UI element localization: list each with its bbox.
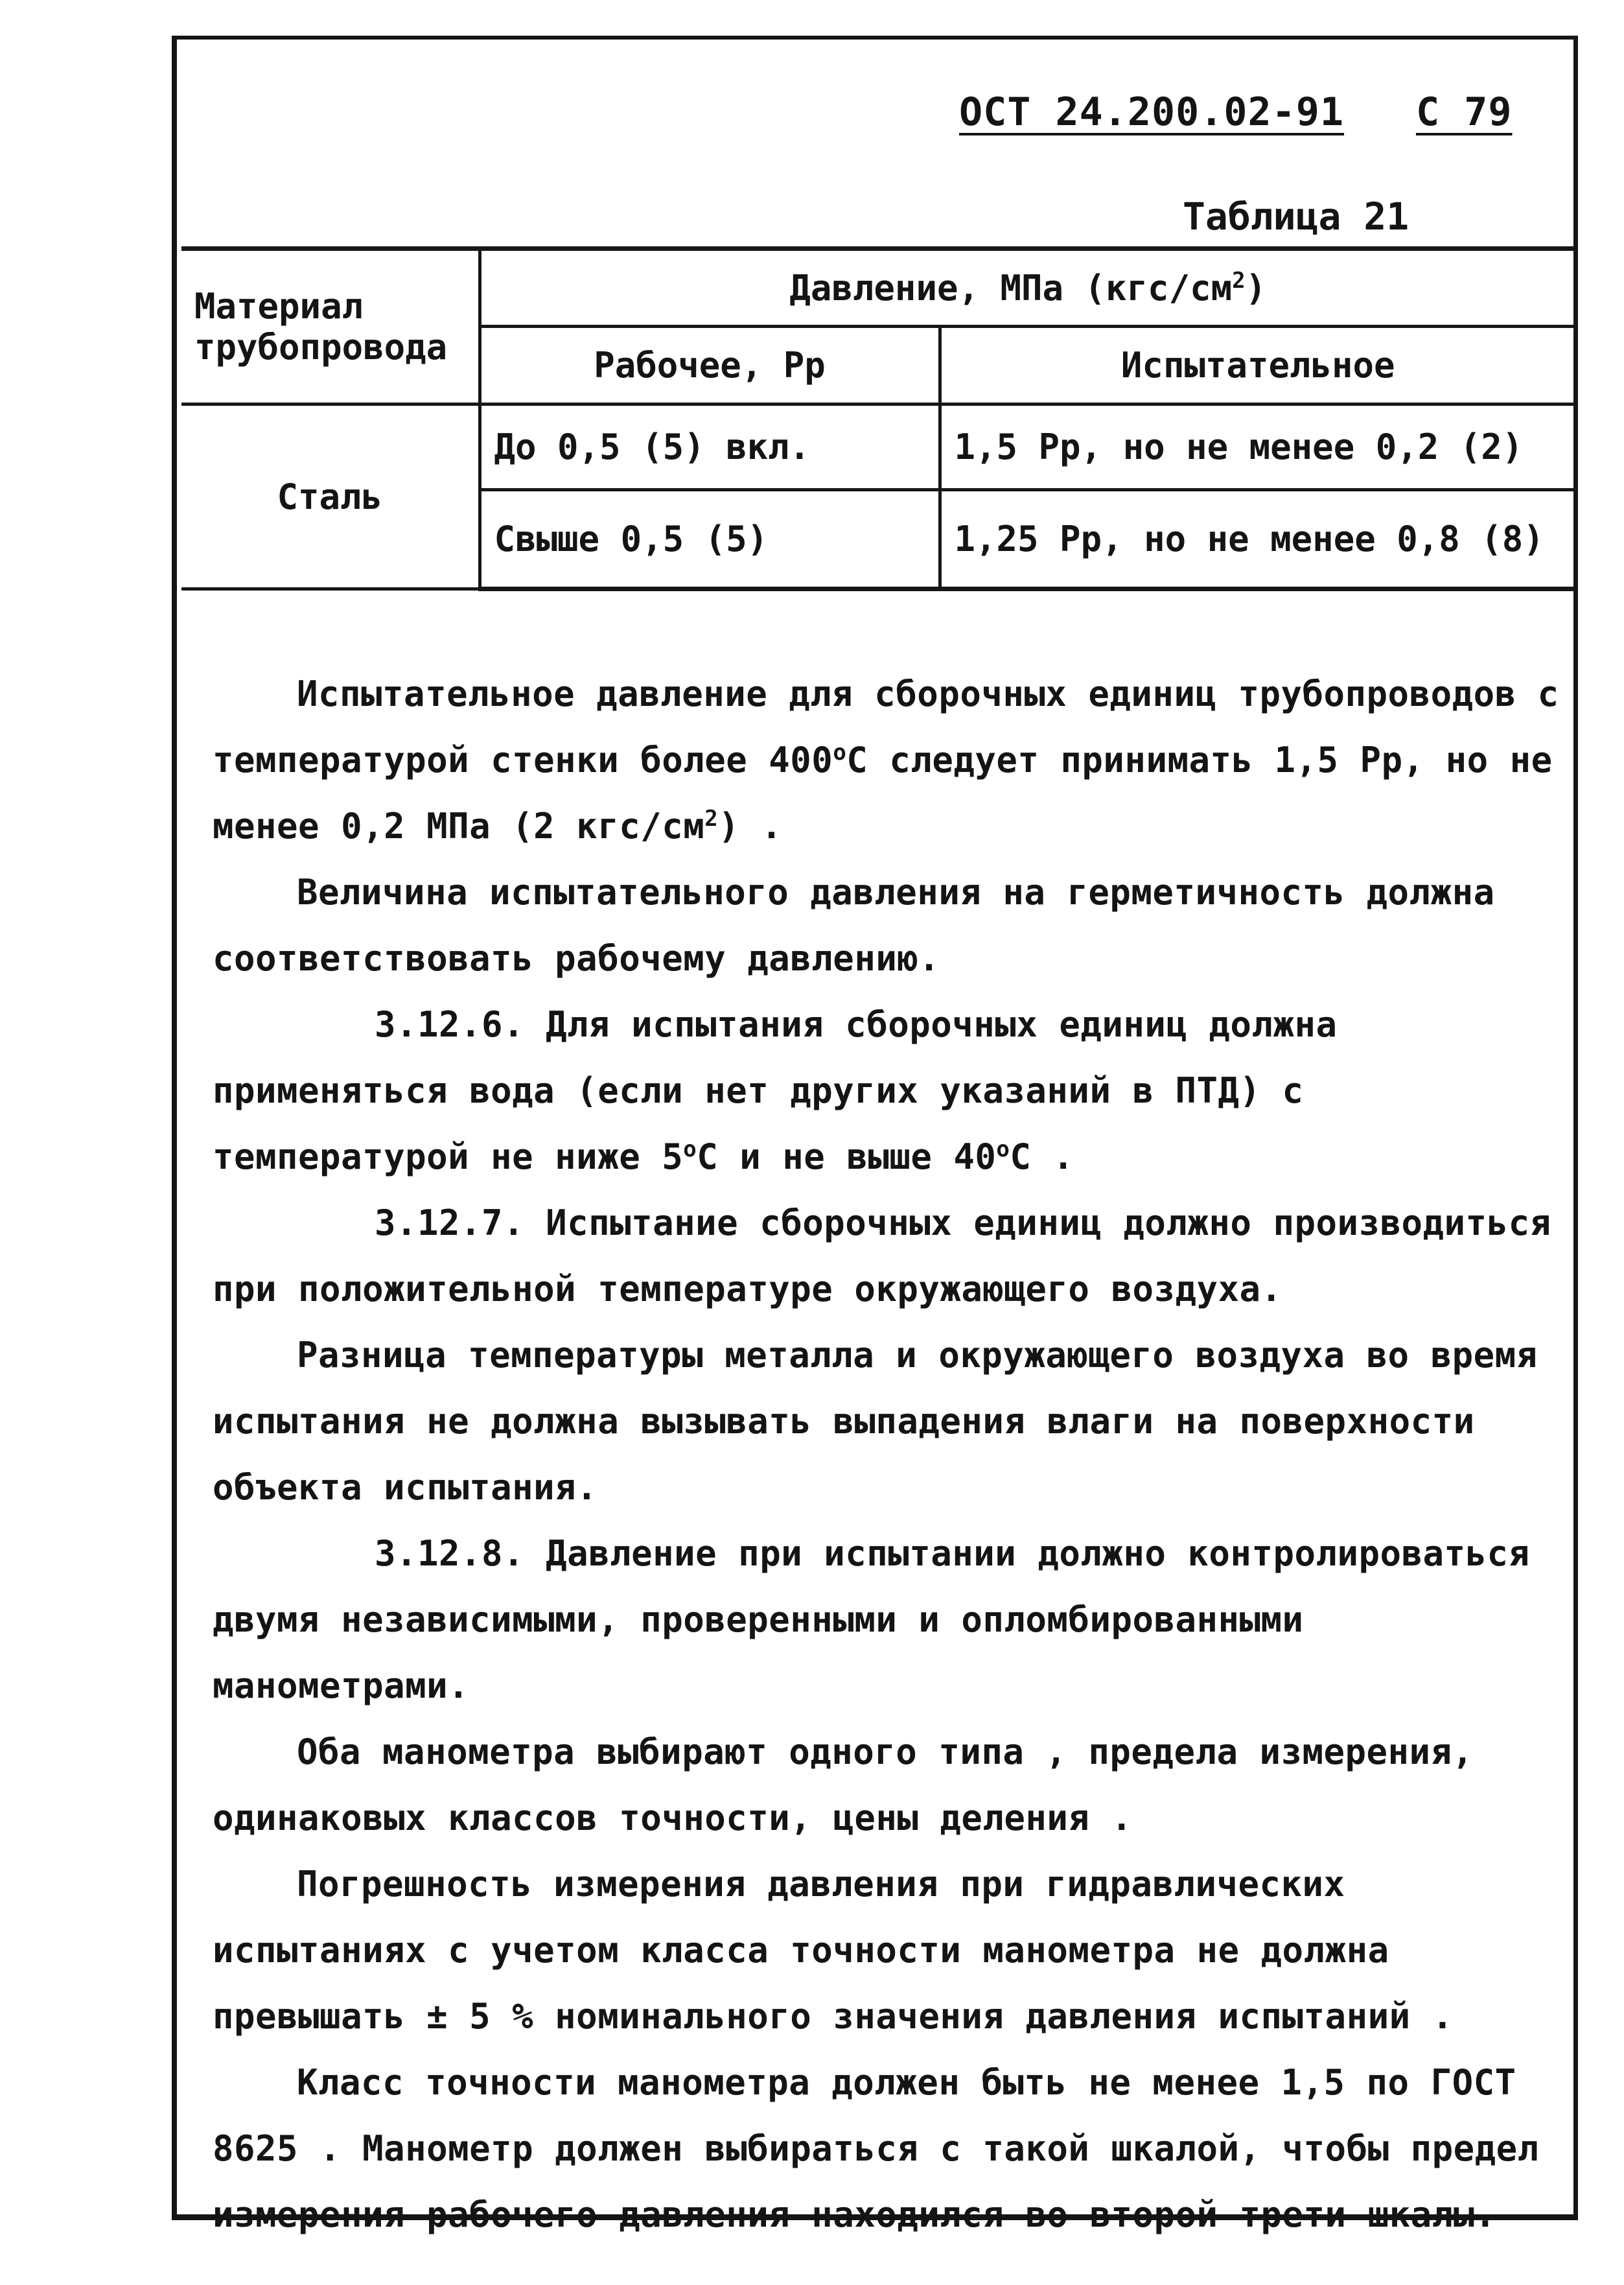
test-header: Испытательное [940, 327, 1575, 404]
pressure-header-end: ) [1245, 267, 1267, 309]
paragraph-temperature-difference: Разница температуры металла и окружающего воздуха во время испытания не должна вызывать выпадения влаги на поверхности объекта испытания. [213, 1335, 1538, 1508]
p3-part-c: С . [1010, 1136, 1074, 1177]
p1-part-c: ) . [718, 806, 783, 847]
material-header-line2: трубопровода [194, 327, 448, 368]
working-cell-row1: До 0,5 (5) вкл. [480, 404, 940, 490]
body-text [213, 661, 1573, 2248]
pressure-table [181, 246, 1575, 591]
paragraph-3-12-8: 3.12.8. Давление при испытании должно контролироваться двумя независимыми, проверенными и опломбированными манометрами. [213, 1533, 1530, 1706]
table-caption: Таблица 21 [1183, 194, 1409, 239]
p3-part-b: С и не выше 40 [697, 1136, 997, 1177]
p1-square: 2 [704, 806, 719, 832]
paragraph-tightness: Величина испытательного давления на герметичность должна соответствовать рабочему давлению. [213, 872, 1495, 979]
p1-degree: о [833, 740, 847, 766]
pressure-header: Давление, МПа (кгс/см [789, 267, 1233, 309]
material-header-cell [181, 249, 480, 404]
test-cell-row1: 1,5 Рр, но не менее 0,2 (2) [940, 404, 1575, 490]
paragraph-3-12-6 [213, 992, 1573, 1190]
paragraph-test-pressure [213, 661, 1573, 860]
paragraph-3-12-7: 3.12.7. Испытание сборочных единиц должно производиться при положительной температуре окружающего воздуха. [213, 1202, 1551, 1309]
p3-part-a: 3.12.6. Для испытания сборочных единиц должна применяться вода (если нет других указаний в ПТД) с температурой не ниже 5 [213, 1004, 1338, 1177]
paragraph-manometer-type: Оба манометра выбирают одного типа , предела измерения, одинаковых классов точности, цены деления . [213, 1731, 1474, 1838]
pressure-header-sup: 2 [1232, 267, 1246, 294]
pressure-header-cell [480, 249, 1575, 327]
working-cell-row2: Свыше 0,5 (5) [480, 490, 940, 589]
test-cell-row2: 1,25 Рр, но не менее 0,8 (8) [940, 490, 1575, 589]
document-code: ОСТ 24.200.02-91 [959, 89, 1344, 135]
working-header: Рабочее, Рр [480, 327, 940, 404]
material-cell: Сталь [181, 404, 480, 589]
paragraph-accuracy-class: Класс точности манометра должен быть не менее 1,5 по ГОСТ 8625 . Манометр должен выбираться с такой шкалой, чтобы предел измерения рабочего давления находился во второй трети шкалы. [213, 2062, 1539, 2235]
p3-degree-2: о [996, 1136, 1010, 1162]
p3-degree-1: о [683, 1136, 697, 1162]
material-header-line1: Материал [194, 286, 364, 327]
page-number: С 79 [1416, 89, 1513, 135]
p1-part-b: С следует принимать 1,5 Рр, но не менее 0,2 МПа (2 кгс/см [213, 740, 1553, 847]
paragraph-measurement-error: Погрешность измерения давления при гидравлических испытаниях с учетом класса точности манометра не должна превышать ± 5 % номинального значения давления испытаний . [213, 1864, 1454, 2037]
p1-part-a: Испытательное давление для сборочных единиц трубопроводов с температурой стенки более 400 [213, 674, 1559, 780]
